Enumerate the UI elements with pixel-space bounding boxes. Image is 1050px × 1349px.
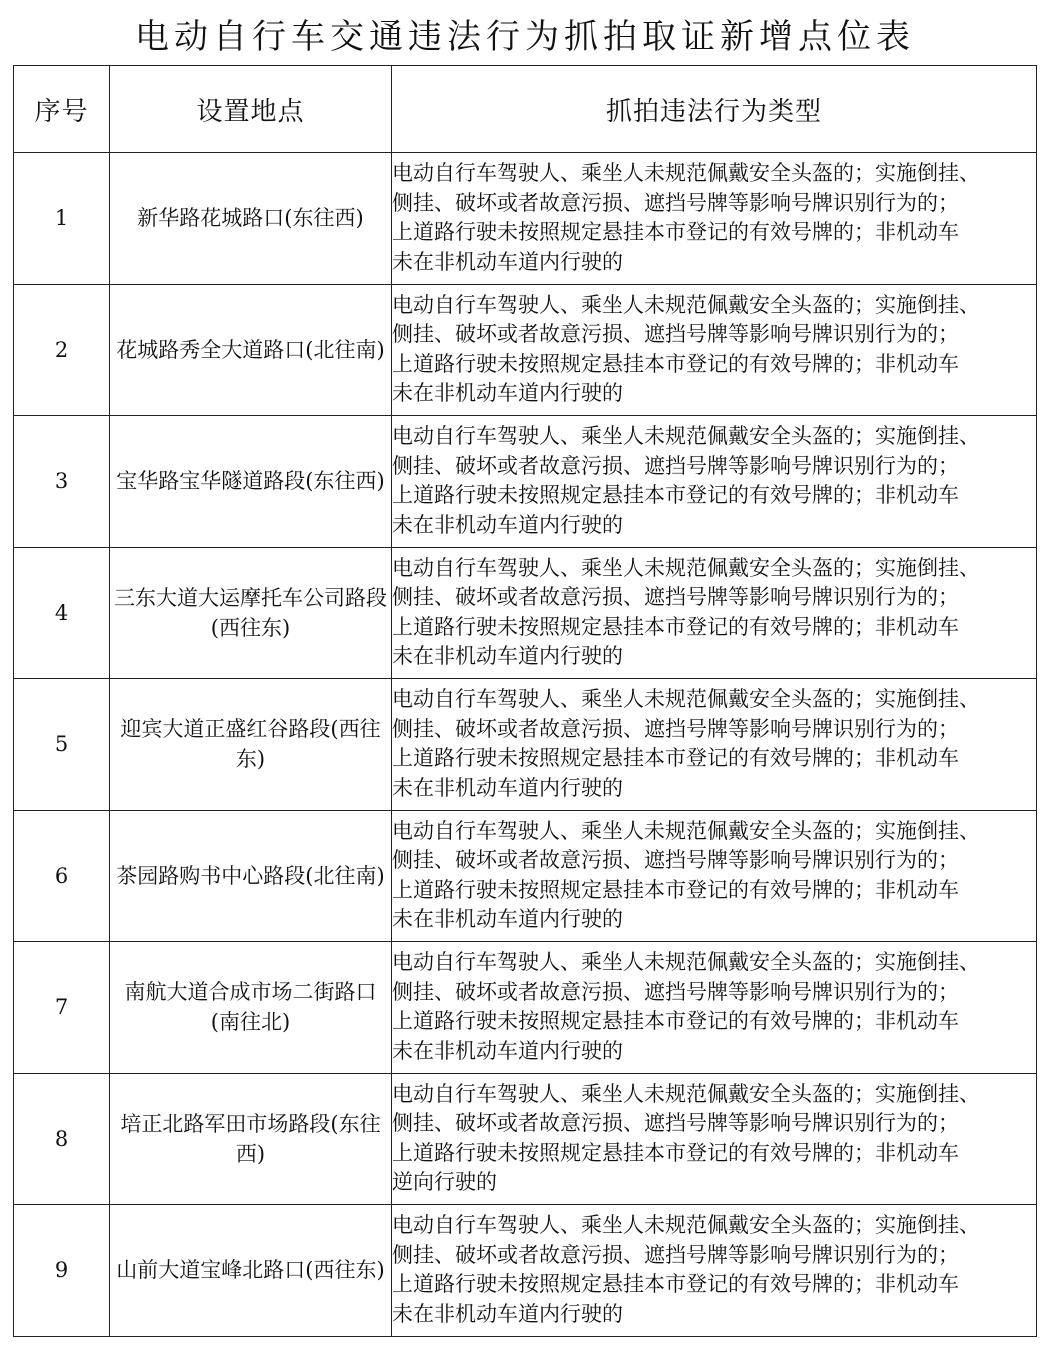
cell-location: 花城路秀全大道路口(北往南) bbox=[110, 284, 392, 416]
type-line: 侧挂、破坏或者故意污损、遮挡号牌等影响号牌识别行为的； bbox=[392, 848, 959, 873]
type-line: 侧挂、破坏或者故意污损、遮挡号牌等影响号牌识别行为的； bbox=[392, 716, 959, 741]
type-line: 侧挂、破坏或者故意污损、遮挡号牌等影响号牌识别行为的； bbox=[392, 322, 959, 347]
cell-type bbox=[392, 1073, 1037, 1205]
type-line: 侧挂、破坏或者故意污损、遮挡号牌等影响号牌识别行为的； bbox=[392, 1242, 959, 1267]
cell-no: 7 bbox=[14, 942, 110, 1074]
type-line: 上道路行驶未按照规定悬挂本市登记的有效号牌的；非机动车 bbox=[392, 1272, 959, 1297]
type-line: 逆向行驶的 bbox=[392, 1170, 497, 1195]
type-line: 电动自行车驾驶人、乘坐人未规范佩戴安全头盔的；实施倒挂、 bbox=[392, 687, 980, 712]
type-line: 上道路行驶未按照规定悬挂本市登记的有效号牌的；非机动车 bbox=[392, 877, 959, 902]
type-line: 电动自行车驾驶人、乘坐人未规范佩戴安全头盔的；实施倒挂、 bbox=[392, 950, 980, 975]
type-line: 侧挂、破坏或者故意污损、遮挡号牌等影响号牌识别行为的； bbox=[392, 585, 959, 610]
cell-type bbox=[392, 942, 1037, 1074]
cell-location: 新华路花城路口(东往西) bbox=[110, 153, 392, 285]
cell-location: 南航大道合成市场二街路口(南往北) bbox=[110, 942, 392, 1074]
type-line: 未在非机动车道内行驶的 bbox=[392, 249, 623, 274]
cell-location: 三东大道大运摩托车公司路段(西往东) bbox=[110, 547, 392, 679]
header-type: 抓拍违法行为类型 bbox=[392, 66, 1037, 153]
type-line: 上道路行驶未按照规定悬挂本市登记的有效号牌的；非机动车 bbox=[392, 1009, 959, 1034]
type-line: 上道路行驶未按照规定悬挂本市登记的有效号牌的；非机动车 bbox=[392, 351, 959, 376]
table-row bbox=[14, 1073, 1037, 1205]
type-line: 侧挂、破坏或者故意污损、遮挡号牌等影响号牌识别行为的； bbox=[392, 1111, 959, 1136]
type-line: 上道路行驶未按照规定悬挂本市登记的有效号牌的；非机动车 bbox=[392, 220, 959, 245]
cell-type bbox=[392, 810, 1037, 942]
type-line: 侧挂、破坏或者故意污损、遮挡号牌等影响号牌识别行为的； bbox=[392, 190, 959, 215]
type-line: 电动自行车驾驶人、乘坐人未规范佩戴安全头盔的；实施倒挂、 bbox=[392, 292, 980, 317]
table-row bbox=[14, 679, 1037, 811]
type-line: 上道路行驶未按照规定悬挂本市登记的有效号牌的；非机动车 bbox=[392, 614, 959, 639]
type-line: 上道路行驶未按照规定悬挂本市登记的有效号牌的；非机动车 bbox=[392, 1140, 959, 1165]
type-line: 未在非机动车道内行驶的 bbox=[392, 381, 623, 406]
header-location: 设置地点 bbox=[110, 66, 392, 153]
type-line: 未在非机动车道内行驶的 bbox=[392, 512, 623, 537]
header-no: 序号 bbox=[14, 66, 110, 153]
table-row bbox=[14, 284, 1037, 416]
cell-no: 5 bbox=[14, 679, 110, 811]
table-row bbox=[14, 942, 1037, 1074]
cell-location: 培正北路军田市场路段(东往西) bbox=[110, 1073, 392, 1205]
cell-no: 9 bbox=[14, 1205, 110, 1337]
cell-type bbox=[392, 284, 1037, 416]
type-line: 侧挂、破坏或者故意污损、遮挡号牌等影响号牌识别行为的； bbox=[392, 979, 959, 1004]
type-line: 未在非机动车道内行驶的 bbox=[392, 1038, 623, 1063]
table-row bbox=[14, 810, 1037, 942]
cell-type bbox=[392, 679, 1037, 811]
cell-type bbox=[392, 1205, 1037, 1337]
cell-type bbox=[392, 416, 1037, 548]
type-line: 未在非机动车道内行驶的 bbox=[392, 907, 623, 932]
page-title: 电动自行车交通违法行为抓拍取证新增点位表 bbox=[135, 17, 915, 57]
type-line: 上道路行驶未按照规定悬挂本市登记的有效号牌的；非机动车 bbox=[392, 746, 959, 771]
cell-location: 宝华路宝华隧道路段(东往西) bbox=[110, 416, 392, 548]
cell-no: 2 bbox=[14, 284, 110, 416]
table-row bbox=[14, 1205, 1037, 1337]
table-row bbox=[14, 153, 1037, 285]
cell-type bbox=[392, 547, 1037, 679]
cell-no: 8 bbox=[14, 1073, 110, 1205]
type-line: 未在非机动车道内行驶的 bbox=[392, 775, 623, 800]
cell-location: 茶园路购书中心路段(北往南) bbox=[110, 810, 392, 942]
camera-points-table bbox=[13, 65, 1037, 1337]
type-line: 未在非机动车道内行驶的 bbox=[392, 644, 623, 669]
type-line: 电动自行车驾驶人、乘坐人未规范佩戴安全头盔的；实施倒挂、 bbox=[392, 818, 980, 843]
type-line: 上道路行驶未按照规定悬挂本市登记的有效号牌的；非机动车 bbox=[392, 483, 959, 508]
type-line: 未在非机动车道内行驶的 bbox=[392, 1301, 623, 1326]
type-line: 电动自行车驾驶人、乘坐人未规范佩戴安全头盔的；实施倒挂、 bbox=[392, 161, 980, 186]
cell-no: 3 bbox=[14, 416, 110, 548]
type-line: 电动自行车驾驶人、乘坐人未规范佩戴安全头盔的；实施倒挂、 bbox=[392, 1213, 980, 1238]
cell-no: 1 bbox=[14, 153, 110, 285]
cell-no: 4 bbox=[14, 547, 110, 679]
table-row bbox=[14, 416, 1037, 548]
cell-location: 迎宾大道正盛红谷路段(西往东) bbox=[110, 679, 392, 811]
cell-type bbox=[392, 153, 1037, 285]
type-line: 电动自行车驾驶人、乘坐人未规范佩戴安全头盔的；实施倒挂、 bbox=[392, 555, 980, 580]
cell-location: 山前大道宝峰北路口(西往东) bbox=[110, 1205, 392, 1337]
table-header-row bbox=[14, 66, 1037, 153]
type-line: 电动自行车驾驶人、乘坐人未规范佩戴安全头盔的；实施倒挂、 bbox=[392, 424, 980, 449]
table-row bbox=[14, 547, 1037, 679]
cell-no: 6 bbox=[14, 810, 110, 942]
type-line: 侧挂、破坏或者故意污损、遮挡号牌等影响号牌识别行为的； bbox=[392, 453, 959, 478]
type-line: 电动自行车驾驶人、乘坐人未规范佩戴安全头盔的；实施倒挂、 bbox=[392, 1081, 980, 1106]
